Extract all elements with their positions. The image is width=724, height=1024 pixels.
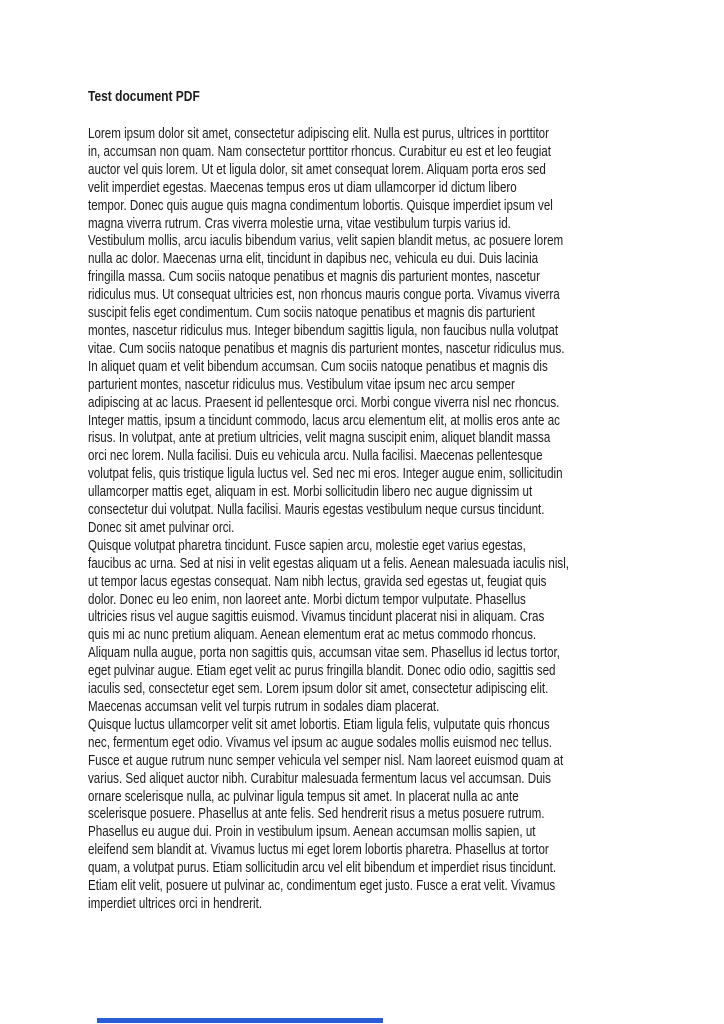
paragraph-3 — [88, 717, 640, 914]
text-line: ridiculus mus. Ut consequat ultricies est, non rhoncus mauris congue porta. Vivamus viverra — [88, 287, 560, 304]
text-line: imperdiet ultrices orci in hendrerit. — [88, 895, 263, 912]
text-line: eget pulvinar augue. Etiam eget velit ac purus fringilla blandit. Donec odio odio, sagittis sed — [88, 663, 556, 680]
text-line: Donec sit amet pulvinar orci. — [88, 519, 235, 536]
text-line: fringilla massa. Cum sociis natoque penatibus et magnis dis parturient montes, nascetur — [88, 269, 540, 286]
text-line: Lorem ipsum dolor sit amet, consectetur adipiscing elit. Nulla est purus, ultrices in porttitor — [88, 126, 549, 142]
text-line: vitae. Cum sociis natoque penatibus et magnis dis parturient montes, nascetur ridiculus mus. — [88, 340, 565, 357]
text-line: risus. In volutpat, ante at pretium ultricies, velit magna suscipit enim, aliquet blandit massa — [88, 430, 551, 447]
document-content — [88, 88, 640, 914]
paragraph-1 — [88, 126, 640, 538]
document-title: Test document PDF — [88, 88, 200, 105]
text-line: Vestibulum mollis, arcu iaculis bibendum varius, velit sapien blandit metus, ac posuere lorem — [88, 233, 564, 250]
text-line: nec, fermentum eget odio. Vivamus vel ipsum ac augue sodales mollis euismod nec tellus. — [88, 734, 553, 751]
text-line: consectetur dui volutpat. Nulla facilisi. Mauris egestas vestibulum neque cursus tincidunt. — [88, 502, 545, 519]
text-line: volutpat felis, quis tristique ligula luctus vel. Sed nec mi eros. Integer augue enim, sollicitudin — [88, 466, 563, 483]
text-line: ornare scelerisque nulla, ac pulvinar ligula tempus sit amet. In placerat nulla ac ante — [88, 788, 519, 805]
text-line: scelerisque posuere. Phasellus at ante felis. Sed hendrerit risus a metus posuere rutrum. — [88, 806, 545, 823]
text-line: quis mi ac nunc pretium aliquam. Aenean elementum erat ac metus commodo rhoncus. — [88, 627, 537, 644]
text-line: In aliquet quam et velit bibendum accumsan. Cum sociis natoque penatibus et magnis dis — [88, 358, 548, 375]
text-line: ultricies risus vel augue sagittis euismod. Vivamus tincidunt placerat nisi in aliquam. Cras — [88, 609, 545, 626]
text-line: ut tempor lacus egestas consequat. Nam nibh lectus, gravida sed egestas ut, feugiat quis — [88, 573, 547, 590]
text-line: varius. Sed aliquet auctor nibh. Curabitur malesuada fermentum lacus vel accumsan. Duis — [88, 770, 551, 787]
text-line: eleifend sem blandit at. Vivamus luctus mi eget lorem lobortis pharetra. Phasellus at tortor — [88, 842, 549, 859]
text-line: suscipit felis eget condimentum. Cum sociis natoque penatibus et magnis dis parturient — [88, 305, 535, 322]
text-line: Etiam elit velit, posuere ut pulvinar ac, condimentum eget justo. Fusce a erat velit. Vivamus — [88, 878, 556, 895]
text-line: dolor. Donec eu leo enim, non laoreet ante. Morbi dictum tempor vulputate. Phasellus — [88, 591, 526, 608]
text-line: auctor vel quis lorem. Ut et ligula dolor, sit amet consequat lorem. Aliquam porta eros sed — [88, 161, 546, 178]
text-line: Quisque volutpat pharetra tincidunt. Fusce sapien arcu, molestie eget varius egestas, — [88, 537, 526, 554]
text-line: in, accumsan non quam. Nam consectetur porttitor rhoncus. Curabitur eu est et leo feugiat — [88, 143, 551, 160]
text-line: Fusce et augue rutrum nunc semper vehicula vel semper nisl. Nam laoreet euismod quam at — [88, 752, 564, 769]
text-line: velit imperdiet egestas. Maecenas tempus eros ut diam ullamcorper id dictum libero — [88, 179, 517, 196]
text-line: Phasellus eu augue dui. Proin in vestibulum ipsum. Aenean accumsan mollis sapien, ut — [88, 824, 536, 841]
bottom-blue-bar — [97, 1018, 383, 1023]
text-line: nulla ac dolor. Maecenas urna elit, tincidunt in dapibus nec, vehicula eu dui. Duis lacinia — [88, 251, 539, 268]
paragraph-2 — [88, 538, 640, 717]
text-line: montes, nascetur ridiculus mus. Integer bibendum sagittis ligula, non faucibus nulla volutpat — [88, 322, 559, 339]
text-line: orci nec lorem. Nulla facilisi. Duis eu vehicula arcu. Nulla facilisi. Maecenas pellentesque — [88, 448, 543, 465]
text-line: tempor. Donec quis augue quis magna condimentum lobortis. Quisque imperdiet ipsum vel — [88, 197, 553, 214]
text-line: adipiscing at ac lacus. Praesent id pellentesque orci. Morbi congue viverra nisl nec rhoncus. — [88, 394, 560, 411]
text-line: faucibus ac urna. Sed at nisi in velit egestas aliquam ut a felis. Aenean malesuada iaculis nisl, — [88, 555, 570, 572]
text-line: Integer mattis, ipsum a tincidunt commodo, lacus arcu elementum elit, at mollis eros ante ac — [88, 412, 560, 429]
text-line: Maecenas accumsan velit vel turpis rutrum in sodales diam placerat. — [88, 699, 440, 715]
text-line: ullamcorper mattis eget, aliquam in est. Morbi sollicitudin libero nec augue dignissim ut — [88, 484, 533, 501]
text-line: magna viverra rutrum. Cras viverra molestie urna, vitae vestibulum turpis varius id. — [88, 215, 511, 232]
text-line: parturient montes, nascetur ridiculus mus. Vestibulum vitae ipsum nec arcu semper — [88, 376, 515, 393]
text-line: Aliquam nulla augue, porta non sagittis quis, accumsan vitae sem. Phasellus id lectus tortor, — [88, 645, 560, 662]
text-line: iaculis sed, consectetur eget sem. Lorem ipsum dolor sit amet, consectetur adipiscing elit. — [88, 681, 549, 698]
text-line: Quisque luctus ullamcorper velit sit amet lobortis. Etiam ligula felis, vulputate quis rhoncus — [88, 716, 550, 733]
text-line: quam, a volutpat purus. Etiam sollicitudin arcu vel elit bibendum et imperdiet risus tincidunt. — [88, 860, 557, 877]
